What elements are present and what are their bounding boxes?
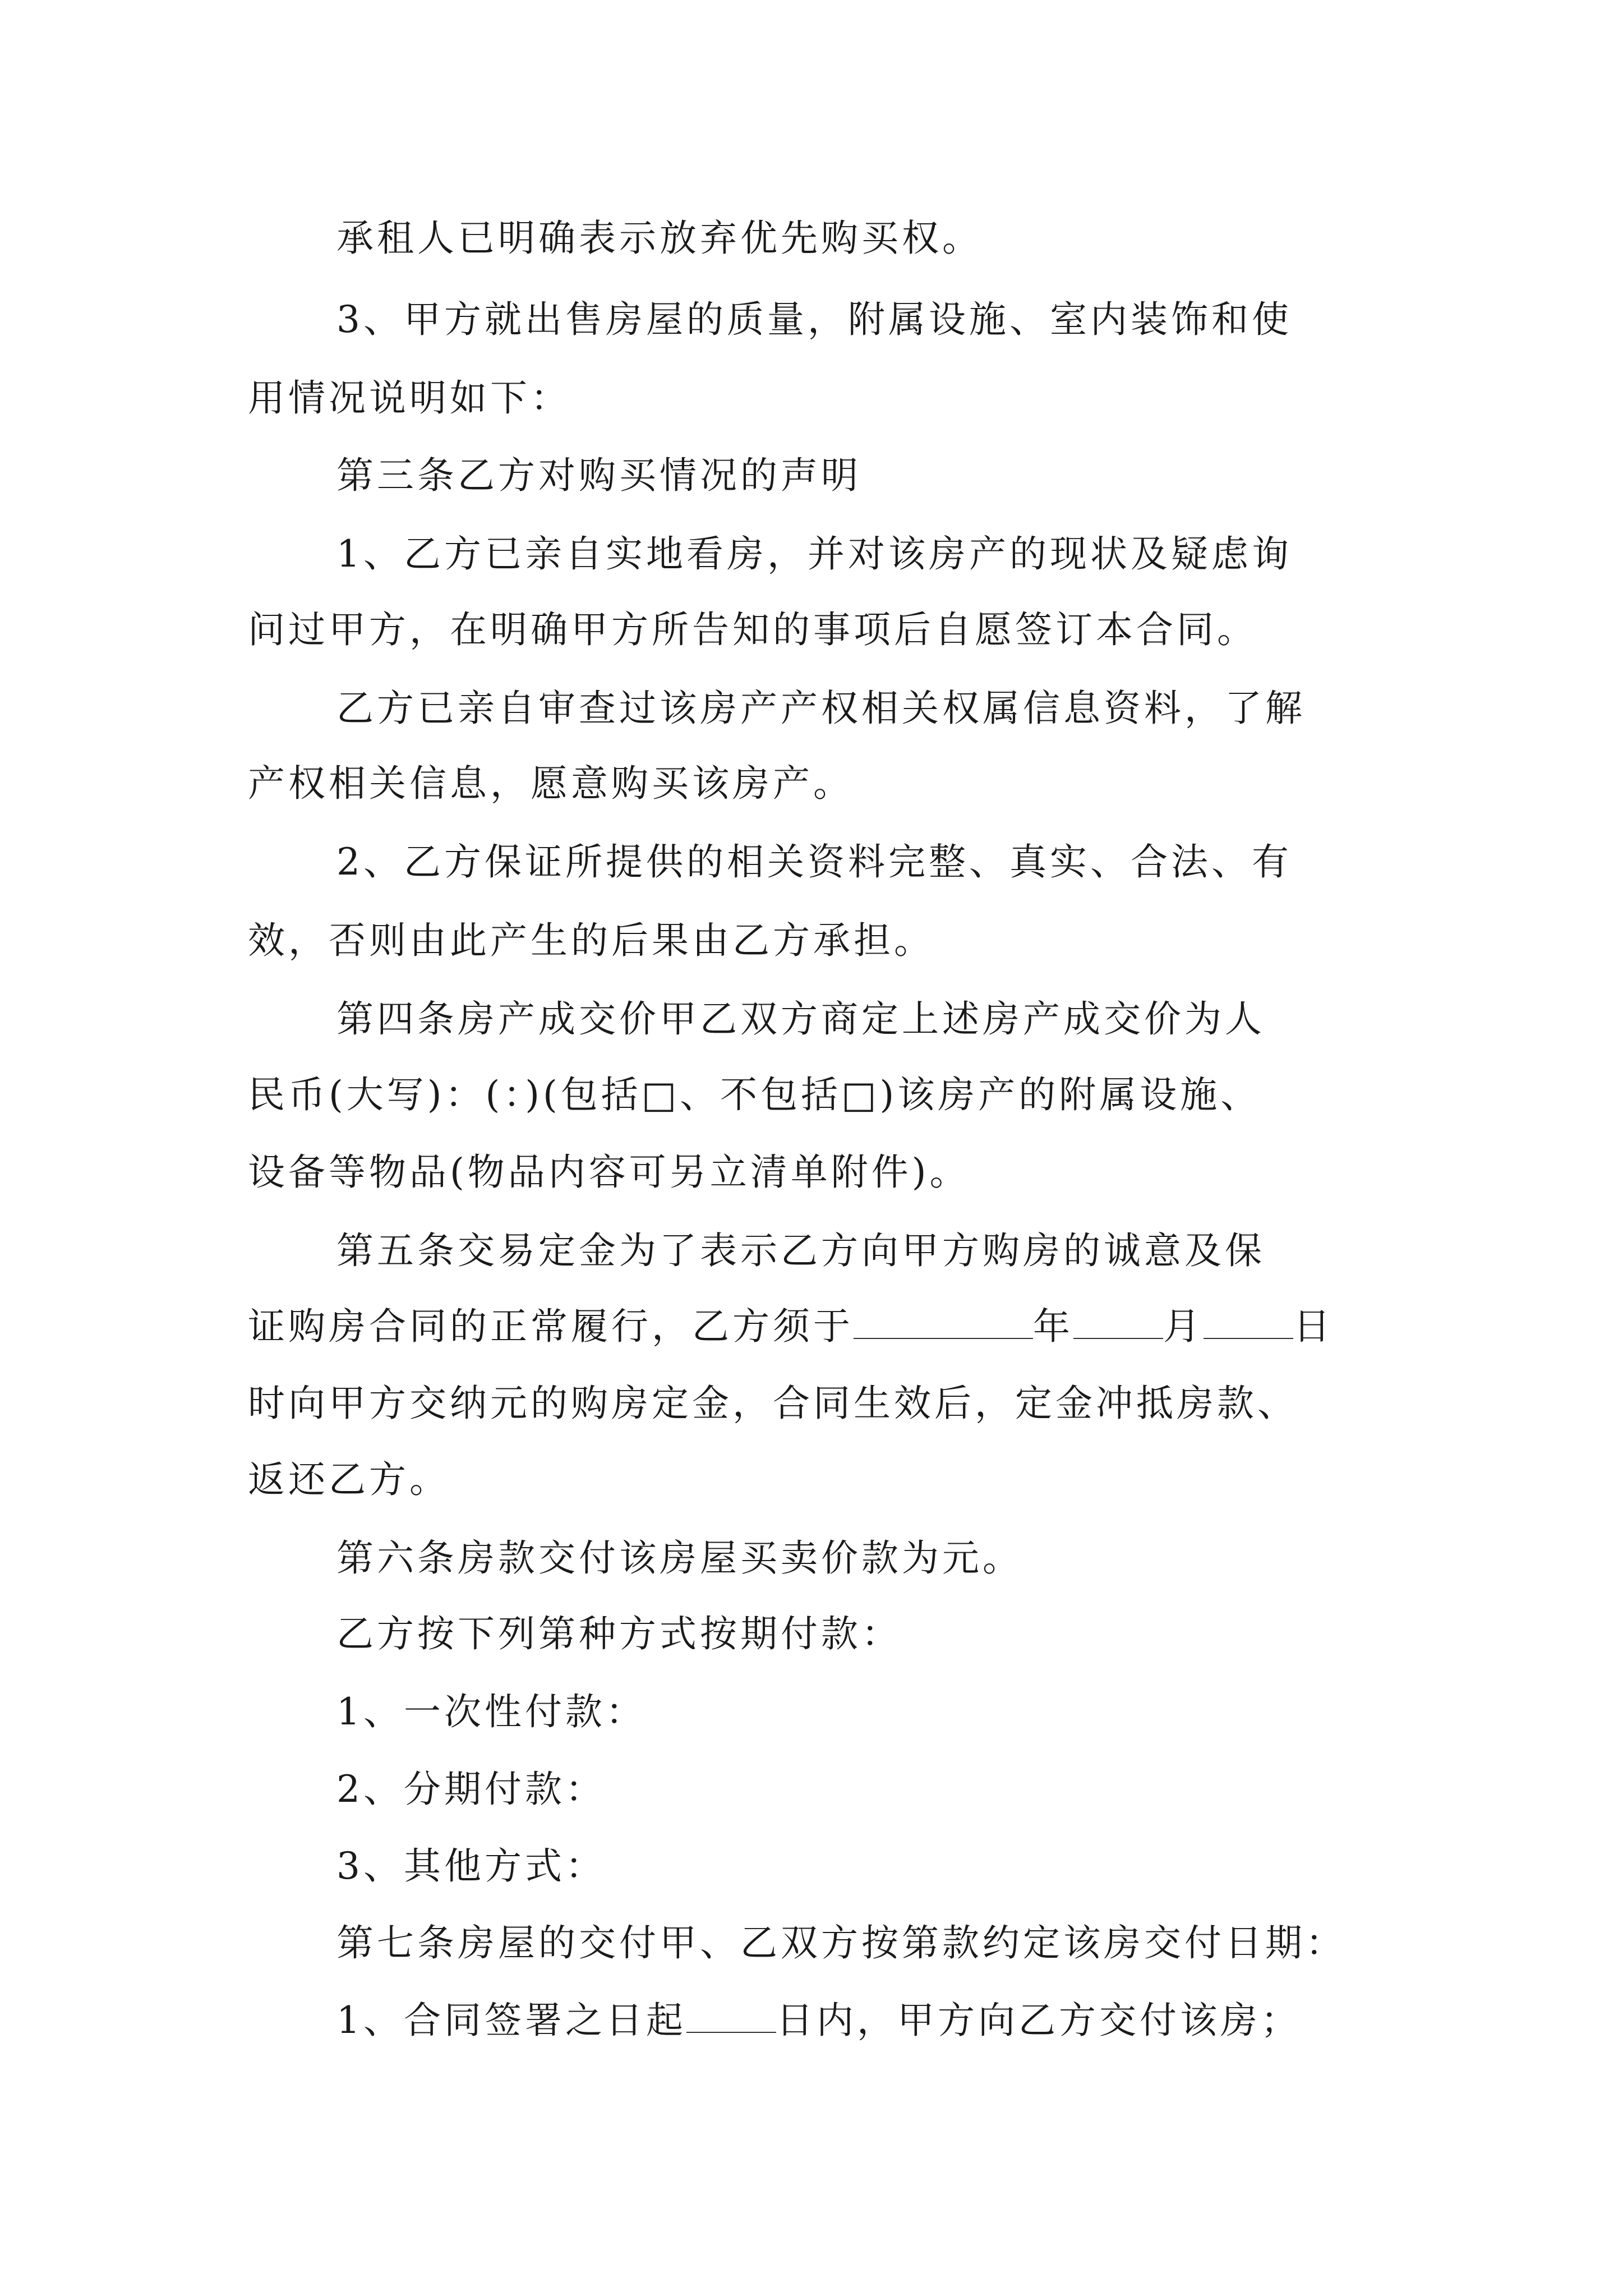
text-line-with-blank xyxy=(336,1998,1301,2043)
text-line: 问过甲方，在明确甲方所告知的事项后自愿签订本合同。 xyxy=(248,608,1257,651)
month-blank xyxy=(1073,1305,1163,1339)
text-segment: 1、合同签署之日起 xyxy=(336,1999,686,2042)
text-line: 2、乙方保证所提供的相关资料完整、真实、合法、有 xyxy=(336,840,1292,884)
text-line: 设备等物品(物品内容可另立清单附件)。 xyxy=(248,1151,970,1194)
text-line: 3、其他方式： xyxy=(336,1844,606,1888)
year-label: 年 xyxy=(1033,1305,1073,1348)
text-line: 3、甲方就出售房屋的质量，附属设施、室内装饰和使 xyxy=(336,298,1292,341)
text-line: 承租人已明确表示放弃优先购买权。 xyxy=(336,217,983,260)
day-label: 日 xyxy=(1293,1305,1334,1348)
day-blank xyxy=(1204,1305,1293,1339)
text-line: 1、乙方已亲自实地看房，并对该房产的现状及疑虑询 xyxy=(336,532,1292,576)
text-segment: 证购房合同的正常履行，乙方须于 xyxy=(248,1305,854,1348)
section-heading: 第四条房产成交价甲乙双方商定上述房产成交价为人 xyxy=(336,997,1265,1041)
section-heading: 第六条房款交付该房屋买卖价款为元。 xyxy=(336,1536,1023,1580)
year-blank xyxy=(854,1305,1033,1339)
text-line: 2、分期付款： xyxy=(336,1768,606,1811)
text-segment: 日内，甲方向乙方交付该房； xyxy=(776,1999,1301,2042)
days-blank xyxy=(686,1999,776,2033)
text-line: 民币(大写)：(：)(包括□、不包括□)该房产的附属设施、 xyxy=(248,1073,1261,1116)
text-line: 效，否则由此产生的后果由乙方承担。 xyxy=(248,919,934,962)
section-heading: 第七条房屋的交付甲、乙双方按第款约定该房交付日期： xyxy=(336,1921,1346,1964)
text-line: 乙方已亲自审查过该房产产权相关权属信息资料，了解 xyxy=(336,687,1306,730)
text-line: 产权相关信息，愿意购买该房产。 xyxy=(248,762,854,805)
text-line: 返还乙方。 xyxy=(248,1458,450,1501)
text-line-with-blanks xyxy=(248,1304,1334,1349)
text-line: 时向甲方交纳元的购房定金，合同生效后，定金冲抵房款、 xyxy=(248,1382,1298,1425)
month-label: 月 xyxy=(1163,1305,1204,1348)
text-line: 乙方按下列第种方式按期付款： xyxy=(336,1612,902,1655)
section-heading: 第三条乙方对购买情况的声明 xyxy=(336,454,861,497)
text-line: 用情况说明如下： xyxy=(248,376,571,420)
text-line: 1、一次性付款： xyxy=(336,1690,646,1733)
section-heading: 第五条交易定金为了表示乙方向甲方购房的诚意及保 xyxy=(336,1229,1265,1272)
